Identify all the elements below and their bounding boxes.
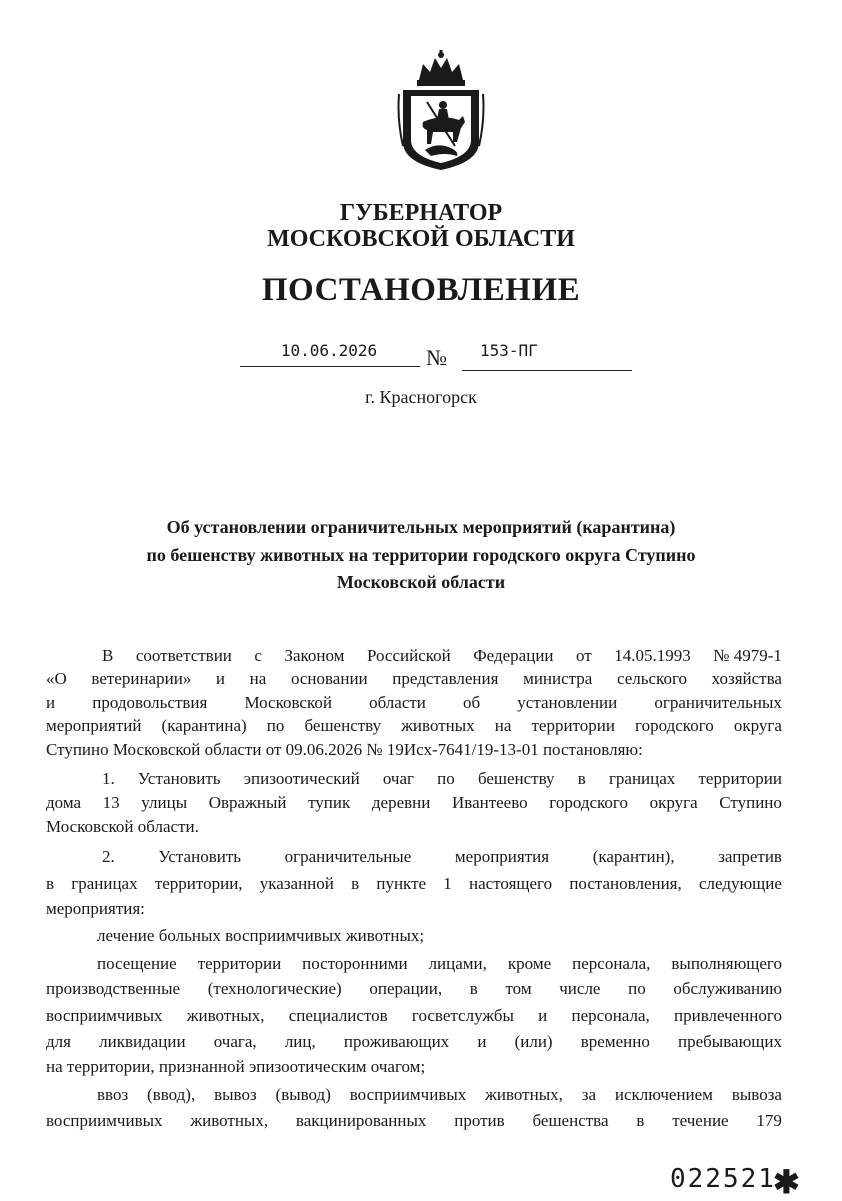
word: (технологические) <box>207 979 342 998</box>
word: следующие <box>698 874 782 893</box>
word: по <box>628 979 646 998</box>
word: бешенству <box>477 769 555 788</box>
document-city: г. Красногорск <box>365 387 477 407</box>
word: эпизоотический <box>243 769 360 788</box>
word: «О <box>46 669 67 688</box>
word: по <box>437 769 455 788</box>
word: бешенству <box>304 716 382 735</box>
word: (или) <box>514 1032 553 1051</box>
word: числе <box>559 979 601 998</box>
body-line <box>46 873 782 895</box>
word: территории <box>197 954 282 973</box>
word: в <box>577 769 586 788</box>
body-line: Ступино Московской области от 09.06.2026 № 19Исх-7641/19-13-01 постановляю: <box>46 740 643 759</box>
word: городского <box>549 793 628 812</box>
body-line <box>102 846 782 868</box>
word: мероприятий <box>46 716 142 735</box>
word: № 4979-1 <box>713 646 782 665</box>
word: лиц, <box>284 1032 316 1051</box>
word: животных, <box>190 1111 269 1130</box>
word: вывоз <box>214 1085 257 1104</box>
word: госветслужбы <box>411 1006 514 1025</box>
body-line: мероприятия: <box>46 899 145 918</box>
word: в <box>636 1111 645 1130</box>
word: на <box>249 669 267 688</box>
word: указанной <box>259 874 334 893</box>
authority-name-line1: ГУБЕРНАТОР <box>339 200 503 226</box>
word: восприимчивых <box>46 1111 163 1130</box>
word: обслуживанию <box>673 979 782 998</box>
body-line <box>46 1005 782 1027</box>
body-line <box>97 1084 782 1106</box>
word: и <box>46 693 56 712</box>
word: (карантина) <box>161 716 247 735</box>
word: ветеринарии» <box>91 669 192 688</box>
word: установлении <box>517 693 618 712</box>
word: округа <box>733 716 782 735</box>
word: мероприятия <box>454 847 550 866</box>
word: хозяйства <box>711 669 782 688</box>
word: представления <box>392 669 499 688</box>
word: временно <box>580 1032 650 1051</box>
word: Установить <box>158 847 242 866</box>
word: об <box>463 693 481 712</box>
word: Установить <box>137 769 221 788</box>
word: исключением <box>614 1085 713 1104</box>
word: персонала, <box>571 1006 650 1025</box>
word: настоящего <box>469 874 553 893</box>
word: улицы <box>141 793 188 812</box>
word: в <box>351 874 360 893</box>
body-line <box>102 645 782 667</box>
word: территории, <box>154 874 243 893</box>
word: продовольствия <box>92 693 208 712</box>
word: дома <box>46 793 82 812</box>
word: 2. <box>102 847 115 866</box>
word: производственные <box>46 979 181 998</box>
word: персонала, <box>572 954 651 973</box>
word: (ввод), <box>147 1085 196 1104</box>
word: и <box>215 669 226 688</box>
word: очага, <box>213 1032 257 1051</box>
coat-of-arms-icon <box>397 50 485 172</box>
word: деревни <box>371 793 431 812</box>
word: территории <box>698 769 782 788</box>
word: границах <box>71 874 138 893</box>
word: 1 <box>443 874 452 893</box>
word: 13 <box>102 793 120 812</box>
word: В <box>102 646 114 665</box>
word: в <box>469 979 478 998</box>
authority-name-line2: МОСКОВСКОЙ ОБЛАСТИ <box>267 226 575 252</box>
word: кроме <box>507 954 552 973</box>
body-line <box>46 1031 782 1053</box>
word: ограничительных <box>654 693 782 712</box>
body-line: лечение больных восприимчивых животных; <box>97 926 425 945</box>
body-line: на территории, признанной эпизоотическим очагом; <box>46 1057 426 1076</box>
word: животных, <box>485 1085 563 1104</box>
word: 1. <box>102 769 115 788</box>
word: в <box>46 874 55 893</box>
document-number: 153-ПГ <box>480 341 538 360</box>
word: животных, <box>186 1006 265 1025</box>
number-underline <box>462 370 632 371</box>
word: Овражный <box>208 793 287 812</box>
word: по <box>266 716 285 735</box>
word: привлеченного <box>674 1006 782 1025</box>
word: тупик <box>308 793 351 812</box>
body-line <box>97 953 782 975</box>
date-underline <box>240 366 420 367</box>
word: выполняющего <box>671 954 782 973</box>
word: восприимчивых <box>349 1085 467 1104</box>
word: против <box>454 1111 505 1130</box>
word: ограничительные <box>284 847 412 866</box>
word: лицами, <box>428 954 487 973</box>
body-line <box>46 692 782 714</box>
number-sign: № <box>426 345 447 370</box>
word: ввоз <box>97 1085 129 1104</box>
word: пункте <box>376 874 427 893</box>
document-title-line1: Об установлении ограничительных мероприятий (карантина) <box>166 517 676 537</box>
word: и <box>538 1006 548 1025</box>
body-line <box>46 1110 782 1132</box>
word: с <box>254 646 262 665</box>
word: посещение <box>97 954 177 973</box>
word: специалистов <box>288 1006 388 1025</box>
document-serial-number: 022521 <box>670 1164 776 1194</box>
body-line <box>46 978 782 1000</box>
word: вакцинированных <box>295 1111 427 1130</box>
word: Законом <box>284 646 345 665</box>
word: Московской <box>244 693 332 712</box>
word: ликвидации <box>99 1032 186 1051</box>
word: течение <box>672 1111 729 1130</box>
body-line <box>46 792 782 814</box>
word: операции, <box>369 979 443 998</box>
word: Ступино <box>719 793 782 812</box>
document-date: 10.06.2026 <box>280 341 378 360</box>
word: животных <box>401 716 475 735</box>
word: сельского <box>616 669 687 688</box>
word: для <box>46 1032 71 1051</box>
word: Российской <box>366 646 451 665</box>
word: (карантин), <box>592 847 675 866</box>
document-title-line3: Московской области <box>336 572 506 592</box>
word: бешенства <box>532 1111 609 1130</box>
word: министра <box>523 669 593 688</box>
word: постановления, <box>569 874 682 893</box>
word: том <box>505 979 532 998</box>
word: городского <box>635 716 714 735</box>
word: основании <box>290 669 368 688</box>
word: восприимчивых <box>46 1006 163 1025</box>
word: и <box>477 1032 487 1051</box>
body-line: Московской области. <box>46 817 199 836</box>
word: соответствии <box>135 646 232 665</box>
word: границах <box>608 769 676 788</box>
document-title-line2: по бешенству животных на территории городского округа Ступино <box>146 545 696 565</box>
word: Федерации <box>473 646 554 665</box>
document-type: ПОСТАНОВЛЕНИЕ <box>261 272 581 308</box>
body-line <box>102 768 782 790</box>
body-line <box>46 668 782 690</box>
word: проживающих <box>343 1032 450 1051</box>
word: (вывод) <box>275 1085 331 1104</box>
word: области <box>369 693 426 712</box>
word: территории <box>531 716 615 735</box>
word: Ивантеево <box>451 793 528 812</box>
word: на <box>494 716 512 735</box>
word: округа <box>649 793 698 812</box>
word: запретив <box>718 847 782 866</box>
asterisk-icon: ✱ <box>773 1164 800 1200</box>
word: пребывающих <box>678 1032 782 1051</box>
word: за <box>581 1085 597 1104</box>
word: посторонними <box>302 954 408 973</box>
word: 14.05.1993 <box>614 646 691 665</box>
word: очаг <box>382 769 414 788</box>
word: 179 <box>756 1111 782 1130</box>
body-line <box>46 715 782 737</box>
word: вывоза <box>731 1085 782 1104</box>
word: от <box>576 646 592 665</box>
